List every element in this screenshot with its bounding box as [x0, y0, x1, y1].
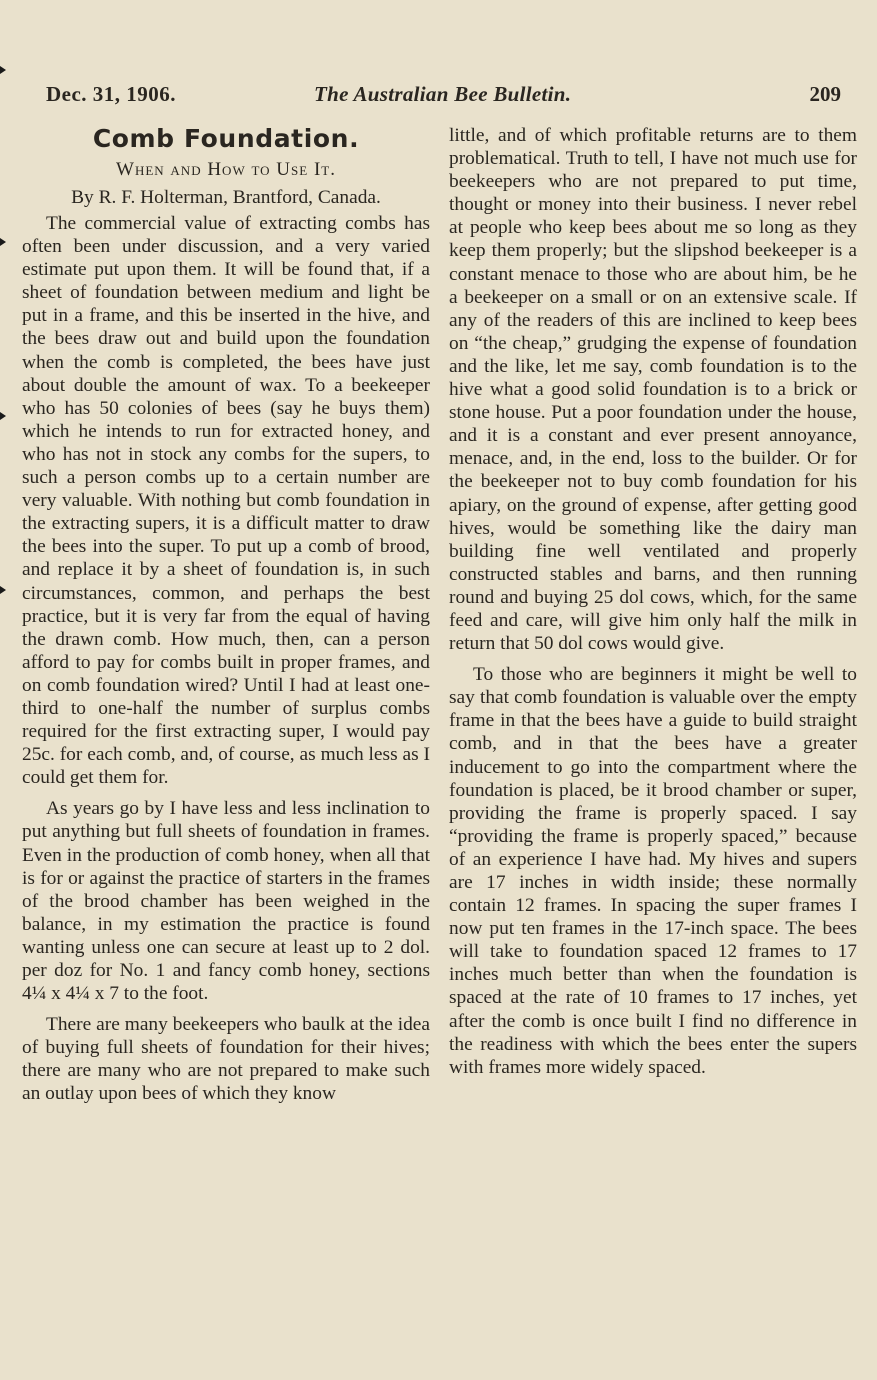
margin-arrow-mark	[0, 66, 6, 74]
paragraph: As years go by I have less and less inclination to put anything but full sheets of foundation in frames. Even in the production of comb honey, when all that is for or against the practice of starters in the frames of the brood chamber has been weighed in the balance, in my estimation the practice is found wanting unless one can secure at least up to 2 dol. per doz for No. 1 and fancy comb honey, sections 4¼ x 4¼ x 7 to the foot.	[22, 798, 430, 1005]
margin-arrow-mark	[0, 586, 6, 594]
article-title: Comb Foundation.	[92, 124, 360, 153]
header-date: Dec. 31, 1906.	[46, 82, 177, 106]
paragraph: To those who are beginners it might be well to say that comb foundation is valuable over the empty frame in that the bees have a guide to build straight comb, and in that the bees have a greater inducement to go into the compartment where the foundation is placed, be it brood chamber or super, providing the frame is properly spaced. I say “providing the frame is properly spaced,” because of an experience I have had. My hives and supers are 17 inches in width inside; these normally contain 12 frames. In spacing the super frames I now put ten frames in the 17-inch space. The bees will take to foundation spaced 12 frames to 17 inches much better than when the foundation is spaced at the rate of 10 frames to 17 inches, yet after the comb is once built I find no difference in the readiness with which the bees enter the supers with frames more widely spaced.	[449, 664, 857, 1078]
paragraph: little, and of which profitable returns are to them problematical. Truth to tell, I have not much use for beekeepers who are not prepared to put time, thought or money into their business. I never rebel at people who keep bees about me so long as they keep them properly; but the slipshod beekeeper is a constant menace to those who are about him, be he a beekeeper on a small or on an extensive scale. If any of the readers of this are inclined to keep bees on “the cheap,” grudging the expense of foundation and the like, let me say, comb foundation is to the hive what a good solid foundation is to a brick or stone house. Put a poor foundation under the house, and it is a constant and ever present annoyance, menace, and, in the end, loss to the builder. Or for the beekeeper not to buy comb foundation for his apiary, on the ground of expense, after getting good hives, would be something like the dairy man building fine well ventilated and properly constructed stables and barns, and then running round and buying 25 dol cows, which, for the same feed and care, will give him only half the milk in return that 50 dol cows would give.	[449, 125, 857, 655]
margin-arrow-mark	[0, 412, 6, 420]
right-column	[449, 124, 857, 1079]
page-number: 209	[809, 82, 841, 106]
running-header	[46, 82, 841, 110]
paragraph: The commercial value of extracting combs has often been under discussion, and a very varied estimate put upon them. It will be found that, if a sheet of foundation between medium and light be put in a frame, and this be inserted in the hive, and the bees draw out and build upon the foundation when the comb is completed, the bees have just about double the amount of wax. To a beekeeper who has 50 colonies of bees (say he buys them) which he intends to run for extracted honey, and who has not in stock any combs for the supers, to such a person combs up to a certain number are very valuable. With nothing but comb foundation in the extracting supers, it is a difficult matter to draw the bees into the super. To put up a comb of brood, and replace it by a sheet of foundation is, in such circumstances, common, and perhaps the best practice, but it is very far from the equal of having the drawn comb. How much, then, can a person afford to pay for combs built in proper frames, and on comb foundation wired? Until I had at least one-third to one-half the number of surplus combs required for the first extracting super, I would pay 25c. for each comb, and, of course, as much less as I could get them for.	[22, 213, 430, 789]
publication-title: The Australian Bee Bulletin.	[314, 82, 572, 106]
paragraph: There are many beekeepers who baulk at the idea of buying full sheets of foundation for their hives; there are many who are not prepared to make such an outlay upon bees of which they know	[22, 1014, 430, 1105]
margin-arrow-mark	[0, 238, 6, 246]
left-column	[22, 124, 430, 1106]
article-byline: By R. F. Holterman, Brantford, Canada.	[71, 187, 381, 208]
article-subtitle: When and How to Use It.	[116, 159, 336, 180]
